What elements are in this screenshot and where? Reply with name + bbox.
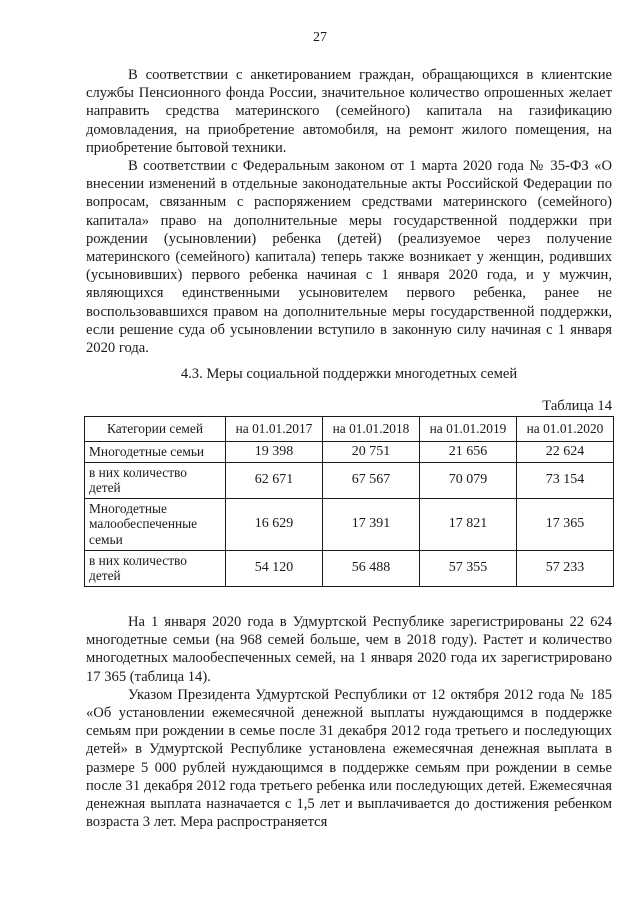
- paragraph: В соответствии с Федеральным законом от 1 марта 2020 года № 35-ФЗ «О внесении изменений в отдельные законодательные акты Российской Федерации по вопросам, связанным с распоряжением средствами материнского (семейного) капитала» право на дополнительные меры государственной поддержки при рождении (усыновлении) ребенка (детей) (реализуемое через получение материнского (семейного) капитала) теперь также возникает у женщин, родивших (усыновивших) первого ребенка начиная с 1 января 2020 года, и у мужчин, являющихся единственными усыновителем первого ребенка, ранее не воспользовавшихся правом на дополнительные меры государственной поддержки, если решение суда об усыновлении вступило в законную силу начиная с 1 января 2020 года.: [86, 158, 612, 357]
- value-cell: 16 629: [226, 498, 323, 550]
- category-cell: в них количество детей: [85, 550, 226, 586]
- value-cell: 56 488: [323, 550, 420, 586]
- category-cell: Многодетные семьи: [85, 442, 226, 463]
- table-caption: Таблица 14: [542, 398, 612, 414]
- value-cell: 17 365: [517, 498, 614, 550]
- value-cell: 17 391: [323, 498, 420, 550]
- category-cell: в них количество детей: [85, 462, 226, 498]
- column-header: на 01.01.2020: [517, 417, 614, 442]
- value-cell: 67 567: [323, 462, 420, 498]
- page-number: 27: [313, 30, 327, 45]
- value-cell: 17 821: [420, 498, 517, 550]
- table-row: [85, 498, 614, 550]
- column-header: на 01.01.2017: [226, 417, 323, 442]
- value-cell: 57 233: [517, 550, 614, 586]
- value-cell: 19 398: [226, 442, 323, 463]
- paragraph: Указом Президента Удмуртской Республики от 12 октября 2012 года № 185 «Об установлении ежемесячной денежной выплаты нуждающимся в поддержке семьям при рождении в семье после 31 декабря 2012 года третьего и последующих детей» в Удмуртской Республике установлена ежемесячная денежная выплата в размере 5 000 рублей нуждающимся в поддержке семьям при рождении в семье после 31 декабря 2012 года третьего ребенка или последующих детей. Ежемесячная денежная выплата назначается с 1,5 лет и выплачивается до достижения ребенком возраста 3 лет. Мера распространяется: [86, 686, 612, 831]
- intro-text: [86, 66, 612, 357]
- column-header: на 01.01.2018: [323, 417, 420, 442]
- category-cell: Многодетные малообеспеченные семьи: [85, 498, 226, 550]
- value-cell: 70 079: [420, 462, 517, 498]
- table-row: [85, 442, 614, 463]
- large-families-table: [84, 416, 614, 587]
- table-row: [85, 550, 614, 586]
- paragraph: В соответствии с анкетированием граждан, обращающихся в клиентские службы Пенсионного фонда России, значительное количество опрошенных желает направить средства материнского (семейного) капитала на газификацию домовладения, на приобретение автомобиля, на ремонт жилого помещения, на приобретение бытовой техники.: [86, 67, 612, 156]
- value-cell: 21 656: [420, 442, 517, 463]
- value-cell: 20 751: [323, 442, 420, 463]
- table-header-row: [85, 417, 614, 442]
- body-text: [86, 613, 612, 831]
- column-header: Категории семей: [85, 417, 226, 442]
- value-cell: 22 624: [517, 442, 614, 463]
- value-cell: 57 355: [420, 550, 517, 586]
- table-row: [85, 462, 614, 498]
- value-cell: 73 154: [517, 462, 614, 498]
- paragraph: На 1 января 2020 года в Удмуртской Республике зарегистрированы 22 624 многодетные семьи (на 968 семей больше, чем в 2018 году). Растет и количество многодетных малообеспеченных семей, на 1 января 2020 года их зарегистрировано 17 365 (таблица 14).: [86, 614, 612, 685]
- section-heading: 4.3. Меры социальной поддержки многодетных семей: [180, 366, 518, 382]
- value-cell: 54 120: [226, 550, 323, 586]
- column-header: на 01.01.2019: [420, 417, 517, 442]
- value-cell: 62 671: [226, 462, 323, 498]
